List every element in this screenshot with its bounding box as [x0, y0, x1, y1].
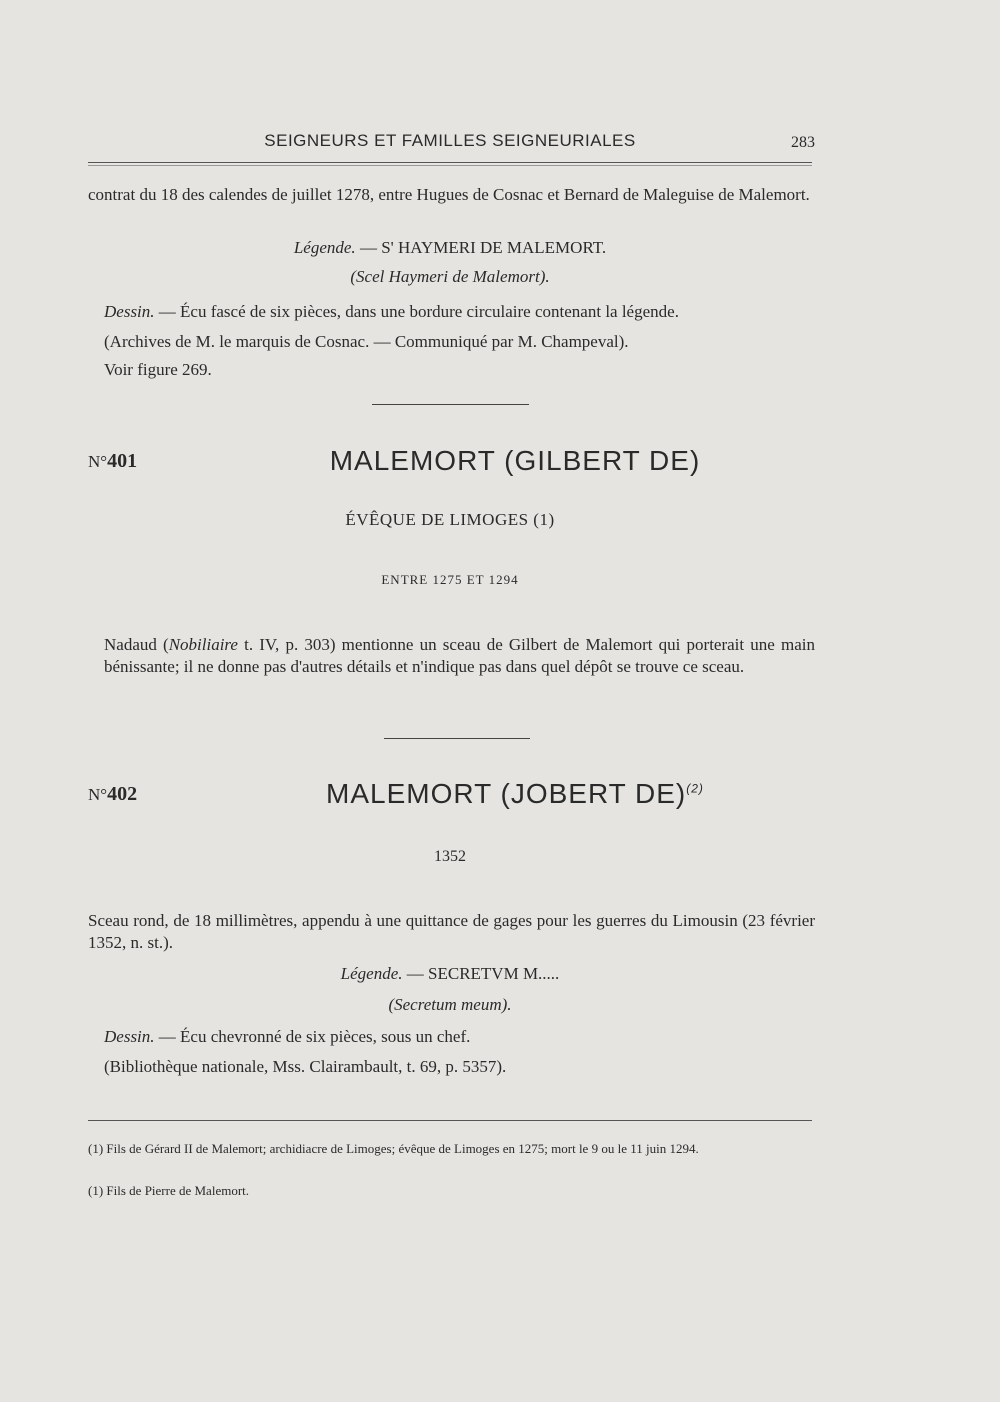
entry-legende-translation-402: (Secretum meum).	[388, 995, 512, 1014]
intro-paragraph: contrat du 18 des calendes de juillet 1278, entre Hugues de Cosnac et Bernard de Maleguise de Malemort.	[88, 185, 810, 204]
dessin-text: — Écu fascé de six pièces, dans une bordure circulaire contenant la légende.	[154, 302, 679, 321]
entry-number-prefix: N°	[88, 785, 108, 804]
entry-body-401	[104, 634, 815, 678]
dessin-label: Dessin.	[104, 1027, 155, 1046]
dessin-label: Dessin.	[104, 302, 155, 321]
entry-title-401: MALEMORT (GILBERT DE)	[329, 445, 701, 476]
body-text-end: t. IV, p. 303) mentionne un sceau de Gilbert de Malemort qui porterait une main bénissante; il ne donne pas d'autres détails et n'indique pas dans quel dépôt se trouve ce sceau.	[104, 635, 815, 676]
body-italic-title: Nobiliaire	[168, 635, 238, 654]
running-header: SEIGNEURS ET FAMILLES SEIGNEURIALES	[264, 131, 636, 150]
entry-date-401: ENTRE 1275 ET 1294	[381, 572, 519, 587]
intro-source: (Archives de M. le marquis de Cosnac. — Communiqué par M. Champeval).	[104, 332, 629, 351]
legende-text: — S' HAYMERI DE MALEMORT.	[355, 238, 607, 257]
entry-date-402: 1352	[434, 848, 466, 865]
entry-number-prefix: N°	[88, 452, 108, 471]
entry-body-402: Sceau rond, de 18 millimètres, appendu à une quittance de gages pour les guerres du Limousin (23 février 1352, n. st.).	[88, 911, 815, 952]
dessin-text: — Écu chevronné de six pièces, sous un chef.	[154, 1027, 471, 1046]
section-divider	[384, 738, 530, 739]
header-rule-secondary	[88, 165, 812, 166]
entry-number-value: 401	[107, 450, 138, 472]
title-footnote-marker: (2)	[686, 781, 704, 796]
entry-title-text: MALEMORT (JOBERT DE)	[326, 778, 687, 809]
footnote-rule	[88, 1120, 812, 1121]
entry-source-402: (Bibliothèque nationale, Mss. Clairambault, t. 69, p. 5357).	[104, 1057, 507, 1076]
entry-subtitle-401: ÉVÊQUE DE LIMOGES (1)	[345, 510, 555, 529]
entry-dessin-402	[104, 1026, 815, 1048]
entry-title-402	[100, 778, 930, 810]
section-divider	[372, 404, 529, 405]
legende-text: — SECRETVM M.....	[402, 964, 560, 983]
entry-legende-402	[0, 964, 900, 984]
entry-number-value: 402	[107, 783, 138, 805]
intro-legende-translation: (Scel Haymeri de Malemort).	[350, 267, 550, 286]
footnote-2: (1) Fils de Pierre de Malemort.	[88, 1183, 250, 1198]
intro-legende	[0, 238, 900, 258]
legende-label: Légende.	[293, 238, 356, 257]
page-number: 283	[791, 134, 815, 151]
intro-figure-ref: Voir figure 269.	[104, 360, 212, 379]
header-rule	[88, 162, 812, 163]
body-text-start: Nadaud (	[104, 635, 169, 654]
legende-label: Légende.	[340, 964, 403, 983]
intro-dessin	[104, 301, 815, 323]
footnote-1: (1) Fils de Gérard II de Malemort; archidiacre de Limoges; évêque de Limoges en 1275; mort le 9 ou le 11 juin 1294.	[88, 1141, 699, 1156]
